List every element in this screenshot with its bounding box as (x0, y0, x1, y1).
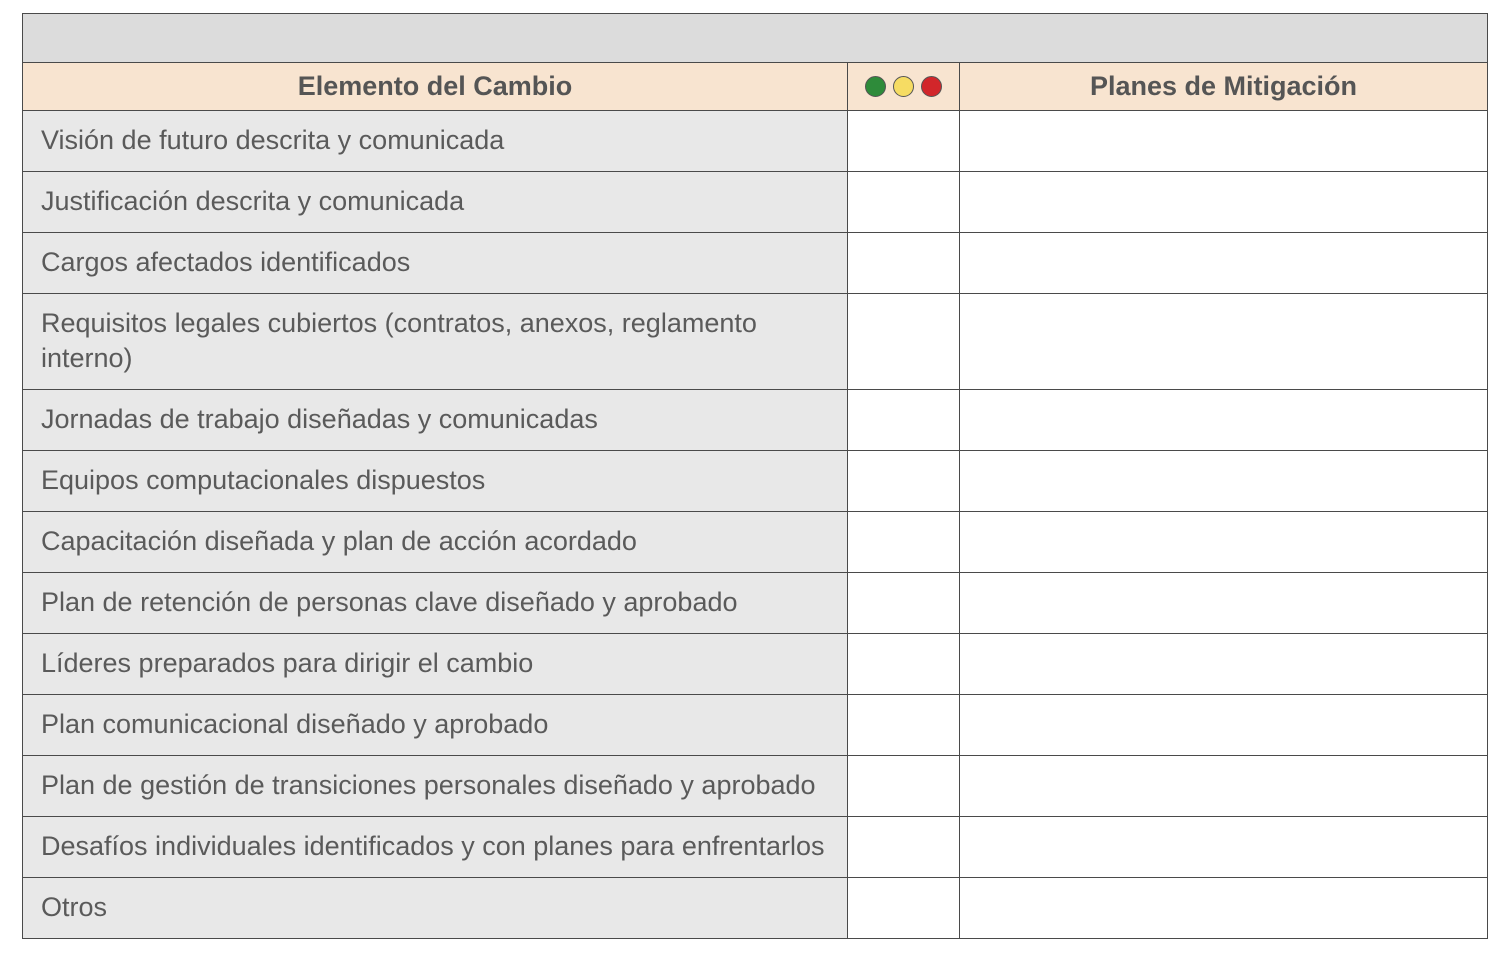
table-row (23, 512, 1488, 573)
status-cell[interactable] (848, 172, 960, 233)
mitigation-plan-cell[interactable] (960, 172, 1488, 233)
status-cell[interactable] (848, 233, 960, 294)
mitigation-plan-cell[interactable] (960, 390, 1488, 451)
table-row (23, 634, 1488, 695)
status-cell[interactable] (848, 512, 960, 573)
change-element-label: Desafíos individuales identificados y con planes para enfrentarlos (23, 817, 848, 878)
status-cell[interactable] (848, 294, 960, 390)
status-cell[interactable] (848, 695, 960, 756)
status-cell[interactable] (848, 817, 960, 878)
change-element-label: Plan de retención de personas clave diseñado y aprobado (23, 573, 848, 634)
status-cell[interactable] (848, 634, 960, 695)
mitigation-plan-cell[interactable] (960, 695, 1488, 756)
change-element-label: Visión de futuro descrita y comunicada (23, 111, 848, 172)
change-element-label: Otros (23, 878, 848, 939)
element-column-header: Elemento del Cambio (23, 63, 848, 111)
mitigation-column-header: Planes de Mitigación (960, 63, 1488, 111)
mitigation-plan-cell[interactable] (960, 512, 1488, 573)
status-cell[interactable] (848, 111, 960, 172)
traffic-light-icon (848, 76, 959, 97)
change-element-label: Capacitación diseñada y plan de acción acordado (23, 512, 848, 573)
table-row (23, 451, 1488, 512)
status-cell[interactable] (848, 878, 960, 939)
table-row (23, 878, 1488, 939)
status-cell[interactable] (848, 756, 960, 817)
change-element-label: Plan comunicacional diseñado y aprobado (23, 695, 848, 756)
mitigation-plan-cell[interactable] (960, 634, 1488, 695)
mitigation-plan-cell[interactable] (960, 756, 1488, 817)
table-row (23, 172, 1488, 233)
mitigation-plan-cell[interactable] (960, 573, 1488, 634)
table-row (23, 233, 1488, 294)
change-element-label: Requisitos legales cubiertos (contratos, anexos, reglamento interno) (23, 294, 848, 390)
status-cell[interactable] (848, 573, 960, 634)
table-title-band (23, 14, 1488, 63)
mitigation-plan-cell[interactable] (960, 878, 1488, 939)
status-column-header (848, 63, 960, 111)
table-row (23, 294, 1488, 390)
change-element-label: Jornadas de trabajo diseñadas y comunicadas (23, 390, 848, 451)
change-element-label: Líderes preparados para dirigir el cambio (23, 634, 848, 695)
change-element-label: Plan de gestión de transiciones personales diseñado y aprobado (23, 756, 848, 817)
table-row (23, 817, 1488, 878)
mitigation-plan-cell[interactable] (960, 294, 1488, 390)
green-status-dot-icon (865, 76, 886, 97)
status-cell[interactable] (848, 390, 960, 451)
mitigation-plan-cell[interactable] (960, 451, 1488, 512)
table-row (23, 756, 1488, 817)
change-element-label: Cargos afectados identificados (23, 233, 848, 294)
status-cell[interactable] (848, 451, 960, 512)
table-header-row (23, 63, 1488, 111)
yellow-status-dot-icon (893, 76, 914, 97)
mitigation-plan-cell[interactable] (960, 233, 1488, 294)
red-status-dot-icon (921, 76, 942, 97)
table-row (23, 111, 1488, 172)
mitigation-plan-cell[interactable] (960, 817, 1488, 878)
table-row (23, 573, 1488, 634)
table-row (23, 695, 1488, 756)
mitigation-plan-cell[interactable] (960, 111, 1488, 172)
change-element-label: Justificación descrita y comunicada (23, 172, 848, 233)
change-readiness-table (22, 13, 1488, 939)
table-row (23, 390, 1488, 451)
change-element-label: Equipos computacionales dispuestos (23, 451, 848, 512)
